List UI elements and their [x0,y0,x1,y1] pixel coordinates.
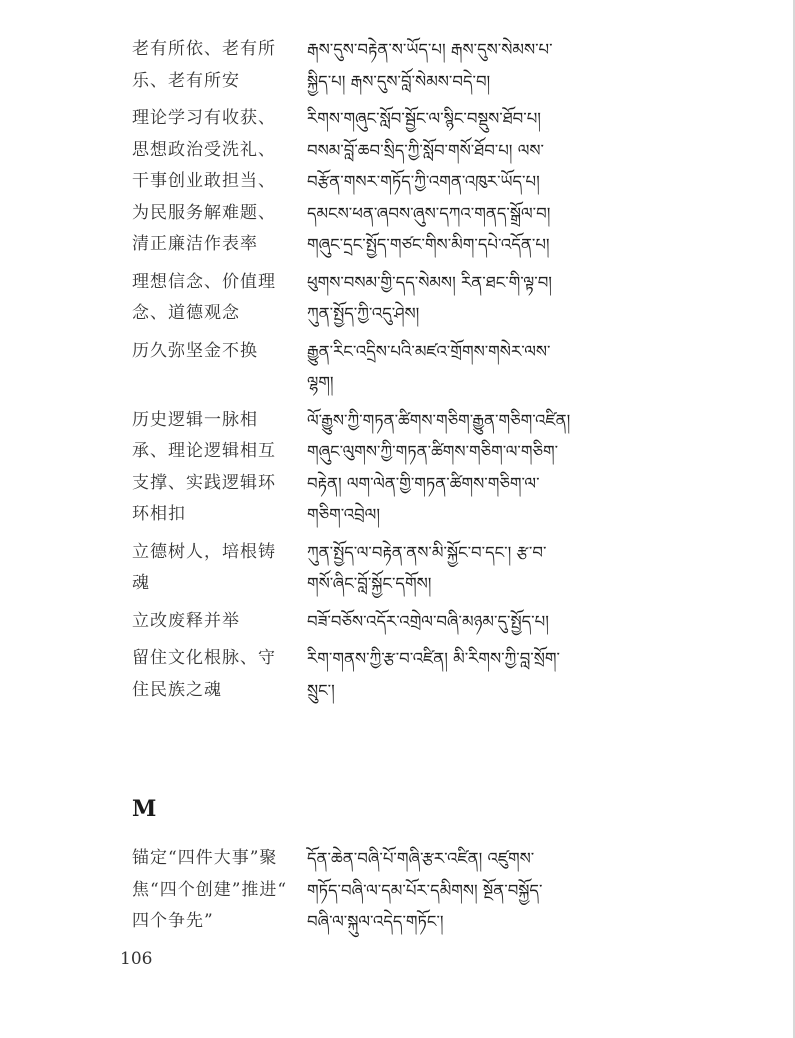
glossary-section-entries [132,843,652,944]
chinese-term-line: 留住文化根脉、守 [132,648,276,668]
tibetan-translation-line: གཞུང་དྲང་སྤྱོད་གཙང་གིས་མིག་དཔེ་འདོན་པ། [307,235,550,254]
glossary-entry [132,537,652,600]
tibetan-translation [307,103,652,261]
chinese-term [132,267,307,330]
chinese-term-line: 乐、老有所安 [132,70,240,91]
tibetan-translation [307,606,652,638]
chinese-term-line: 干事创业敢担当、 [132,171,276,191]
glossary-entries [132,34,652,712]
chinese-term-line: 念、道德观念 [132,303,240,323]
tibetan-translation-line: དམངས་ཕན་ཞབས་ཞུས་དཀའ་གནད་སྒྲོལ་བ། [307,203,551,223]
tibetan-translation-line: ཀུན་སྤྱོད་ལ་བརྟེན་ནས་མི་སྐྱོང་བ་དང་། རྩ་བ་ [307,542,547,562]
tibetan-translation-line: བརྟེན། ལག་ལེན་གྱི་གཏན་ཚིགས་གཅིག་ལ་ [307,473,540,493]
chinese-term [132,843,307,938]
glossary-entry [132,843,652,938]
tibetan-translation [307,405,652,531]
tibetan-translation [307,336,652,399]
chinese-term-line: 承、理论逻辑相互 [132,441,276,461]
tibetan-translation-line: རྒྱུན་རིང་འདྲིས་པའི་མཛའ་གྲོགས་གསེར་ལས་ [307,341,551,361]
chinese-term-line: 焦“四个创建”推进“ [132,879,288,900]
chinese-term-line: 历史逻辑一脉相 [132,409,258,430]
glossary-entry [132,405,652,531]
chinese-term-line: 清正廉洁作表率 [132,234,258,254]
tibetan-translation-line: གཞུང་ལུགས་ཀྱི་གཏན་ཚིགས་གཅིག་ལ་གཅིག་ [307,442,559,461]
chinese-term-line: 魂 [132,573,150,593]
page-number: 106 [120,949,153,969]
tibetan-translation [307,643,652,706]
tibetan-translation-line: བརྩོན་གསར་གཏོད་ཀྱི་འགན་འཁུར་ཡོད་པ། [307,172,540,191]
tibetan-translation-line: སྲུང་། [307,680,335,700]
chinese-term-line: 为民服务解难题、 [132,202,276,223]
chinese-term [132,606,307,638]
tibetan-translation [307,843,652,938]
chinese-term [132,405,307,531]
tibetan-translation-line: གསོ་ཞིང་བློ་སྐྱོང་དགོས། [307,574,432,593]
tibetan-translation-line: ལྷག། [307,373,334,392]
chinese-term-line: 立德树人，培根铸 [132,541,276,562]
tibetan-translation-line: བཞི་ལ་སྐུལ་འདེད་གཏོང་། [307,912,444,931]
chinese-term-line: 思想政治受洗礼、 [132,139,276,160]
tibetan-translation-line: རྒས་དུས་བརྟེན་ས་ཡོད་པ། རྒས་དུས་སེམས་པ་ [307,40,553,59]
tibetan-translation-line: སྐྱིད་པ། རྒས་དུས་བློ་སེམས་བདེ་བ། [307,71,491,91]
chinese-term-line: 老有所依、老有所 [132,39,276,59]
chinese-term [132,103,307,261]
chinese-term-line: 住民族之魂 [132,679,222,700]
chinese-term-line: 环相扣 [132,504,186,524]
tibetan-translation-line: ཕུགས་བསམ་གྱི་དད་སེམས། རིན་ཐང་གི་ལྟ་བ། [307,272,552,292]
tibetan-translation-line: ལོ་རྒྱུས་ཀྱི་གཏན་ཚིགས་གཅིག་རྒྱུན་གཅིག་འཛིན། [307,410,571,430]
chinese-term [132,643,307,706]
tibetan-translation-line: ཀུན་སྤྱོད་ཀྱི་འདུ་ཤེས། [307,304,420,323]
tibetan-translation-line: གཏོད་བཞི་ལ་དམ་པོར་དམིགས། སྔོན་བསྐྱོད་ [307,880,543,900]
glossary-entry [132,336,652,399]
glossary-entry [132,267,652,330]
section-letter: M [132,796,157,822]
chinese-term-line: 理想信念、价值理 [132,271,276,292]
chinese-term-line: 锚定“四件大事”聚 [132,848,278,868]
chinese-term [132,336,307,399]
tibetan-translation [307,537,652,600]
tibetan-translation-line: རིག་གནས་ཀྱི་རྩ་བ་འཛིན། མི་རིགས་ཀྱི་བླ་སྲོག་ [307,649,560,668]
tibetan-translation-line: རིགས་གཞུང་སློབ་སྦྱོང་ལ་སྙིང་བསྡུས་ཐོབ་པ། [307,109,541,128]
chinese-term-line: 立改废释并举 [132,610,240,631]
chinese-term [132,537,307,600]
glossary-entry [132,34,652,97]
tibetan-translation [307,267,652,330]
tibetan-translation-line: དོན་ཆེན་བཞི་པོ་གཞི་རྩར་འཛིན། འཛུགས་ [307,849,535,868]
chinese-term-line: 历久弥坚金不换 [132,340,258,361]
glossary-entry [132,606,652,638]
tibetan-translation-line: བསམ་བློ་ཆབ་སྲིད་ཀྱི་སློབ་གསོ་ཐོབ་པ། ལས་ [307,140,544,160]
tibetan-translation-line: བཟོ་བཅོས་འདོར་འགྲེལ་བཞི་མཉམ་དུ་སྤྱོད་པ། [307,611,549,631]
chinese-term-line: 四个争先” [132,911,214,931]
glossary-entry [132,103,652,261]
chinese-term [132,34,307,97]
glossary-entry [132,643,652,706]
chinese-term-line: 理论学习有收获、 [132,108,276,128]
chinese-term-line: 支撑、实践逻辑环 [132,472,276,493]
tibetan-translation-line: གཅིག་འབྲེལ། [307,505,380,524]
tibetan-translation [307,34,652,97]
